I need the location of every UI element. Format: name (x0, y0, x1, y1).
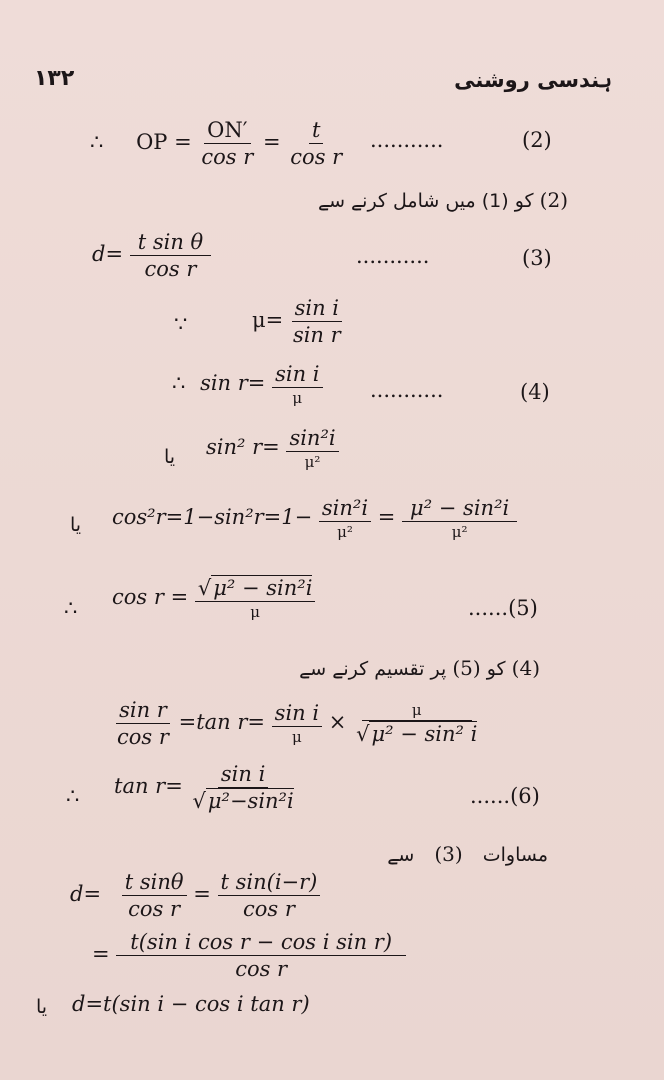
eq5-den: μ (250, 603, 261, 621)
div-text-a: کو (486, 658, 506, 680)
eq4-num: sin i (272, 362, 322, 388)
mu-lhs: μ= (252, 308, 284, 332)
equation-final-3: d=t(sin i − cos i tan r) (72, 992, 310, 1016)
sq-den: μ² (304, 453, 321, 471)
ya-text-2: یا (70, 514, 82, 536)
tan-f3-den: μ² − sin² i (371, 722, 478, 746)
ya-text-1: یا (164, 446, 176, 468)
text-substitute-2 (318, 188, 568, 212)
eq5-lhs: cos r = (112, 585, 189, 609)
tan-fraction-2 (272, 701, 322, 746)
equation-5 (112, 576, 315, 621)
equation-final-1 (70, 870, 320, 921)
final2-den: cos r (235, 957, 288, 981)
mu-den: sin r (292, 323, 341, 347)
eq6-den-wrap: √μ²−sin²i (192, 789, 294, 813)
eq5-dots: ...... (468, 596, 509, 620)
cos-f2-den: μ² (451, 523, 468, 541)
sq-lhs: sin² r= (206, 435, 280, 459)
eq4-den: μ (292, 389, 303, 407)
eq4-therefore: ∴ (172, 371, 186, 395)
tan-f2-num: sin i (272, 701, 322, 727)
tan-fraction-3 (353, 701, 480, 746)
book-title: ہندسی روشنی (454, 68, 612, 92)
sq-fraction (286, 426, 338, 471)
cos-equals: = (377, 505, 396, 529)
eq3-label: (3) (522, 246, 552, 270)
cos-f1-den: μ² (337, 523, 353, 541)
because-symbol: ∵ (174, 312, 188, 336)
mu-fraction (290, 296, 344, 347)
page-number: ۱۳۲ (34, 66, 75, 91)
final1-f2-den: cos r (242, 897, 295, 921)
eq2-f1-num: ON′ (204, 118, 250, 144)
tan-f3-num: μ (362, 701, 472, 721)
eq6-label: (6) (510, 784, 540, 808)
therefore-symbol: ∴ (90, 130, 104, 154)
final1-lhs: d= (70, 882, 102, 906)
final2-equals: = (92, 942, 110, 966)
tan-f3-den-wrap: √μ² − sin² i (356, 722, 478, 746)
eq3-den: cos r (144, 257, 197, 281)
eq6-lhs: tan r= (114, 774, 183, 798)
final1-f1-num: t sinθ (122, 870, 187, 896)
cos-f2-num: μ² − sin²i (402, 496, 517, 522)
cos-fraction-2 (402, 496, 517, 541)
eq2-label: (2) (522, 128, 552, 152)
mu-num: sin i (292, 296, 342, 322)
eq2-fraction-2 (287, 118, 345, 169)
final1-f2-num: t sin(i−r) (218, 870, 321, 896)
tan-times: × (328, 710, 347, 734)
cos-fraction-1 (319, 496, 371, 541)
equation-cos-squared (112, 496, 517, 541)
final1-fraction-2 (218, 870, 321, 921)
eq2-f1-den: cos r (201, 145, 254, 169)
eq3-num: t sin θ (130, 230, 211, 256)
eq2-fraction-1 (198, 118, 256, 169)
eq4-label: (4) (520, 380, 550, 404)
sq-num: sin²i (286, 426, 338, 452)
eq6-dots-label (470, 784, 540, 808)
eq2-f2-num: t (309, 118, 323, 144)
eq2-f2-den: cos r (290, 145, 343, 169)
text-from-eq3 (387, 842, 548, 866)
final1-equals: = (193, 882, 211, 906)
eq3-lhs: d= (92, 242, 124, 266)
div-label-4: (4) (511, 656, 540, 680)
cos-f1-num: sin²i (319, 496, 371, 522)
sub2-label: (2) (539, 188, 568, 212)
eq3-dots: ........... (356, 244, 430, 268)
eq2-lhs: OP (136, 130, 168, 154)
eq4-dots: ........... (370, 378, 444, 402)
eq4-lhs: sin r= (200, 371, 266, 395)
tan-mid: =tan r= (178, 710, 265, 734)
equation-3 (92, 230, 211, 281)
eq2-equals: = (174, 130, 192, 154)
eq6-fraction (189, 762, 296, 813)
final1-fraction-1 (122, 870, 187, 921)
final2-fraction (116, 930, 406, 981)
eq6-dots: ...... (470, 784, 511, 808)
eq6-num: sin i (218, 762, 268, 788)
tan-fraction-1 (114, 698, 172, 749)
eq3-fraction (130, 230, 211, 281)
eq5-fraction (195, 576, 316, 621)
equation-6 (114, 762, 297, 813)
eq5-label: (5) (508, 596, 538, 620)
equation-tan-derivation (114, 698, 480, 749)
equation-final-2 (92, 930, 406, 981)
tan-f1-num: sin r (116, 698, 170, 724)
div-label-5: (5) (452, 656, 481, 680)
sub2-text: کو (1) میں شامل کرنے سے (317, 190, 534, 212)
equation-4 (172, 362, 323, 407)
eq6-den: μ²−sin²i (207, 789, 294, 813)
eq5-therefore: ∴ (64, 596, 78, 620)
eq4-fraction (272, 362, 322, 407)
tan-f1-den: cos r (117, 725, 169, 749)
equation-2: ∴ OP = $\frac{ON'}{\text{cos r}}$ = $\frac{t}{\text{cos r}}$ (90, 118, 345, 169)
div-text-b: پر تقسیم کرنے سے (299, 658, 447, 680)
equation-sin-squared (206, 426, 339, 471)
tan-f2-den: μ (292, 728, 302, 746)
eq3ref-se: سے (387, 844, 415, 866)
text-divide (299, 656, 540, 680)
eq5-num: μ² − sin²i (213, 576, 313, 600)
eq2-dots: ........... (370, 128, 444, 152)
ya-text-3: یا (36, 996, 48, 1018)
eq5-num-wrap: √μ² − sin²i (195, 576, 316, 602)
cos-lhs: cos²r=1−sin²r=1− (112, 505, 313, 529)
equation-mu (252, 296, 344, 347)
final1-f1-den: cos r (128, 897, 181, 921)
eq6-therefore: ∴ (66, 784, 80, 808)
eq3ref-word: مساوات (482, 844, 548, 866)
final2-num: t(sin i cos r − cos i sin r) (116, 930, 406, 956)
eq3ref-label: (3) (434, 842, 463, 866)
eq5-dots-label (468, 596, 538, 620)
